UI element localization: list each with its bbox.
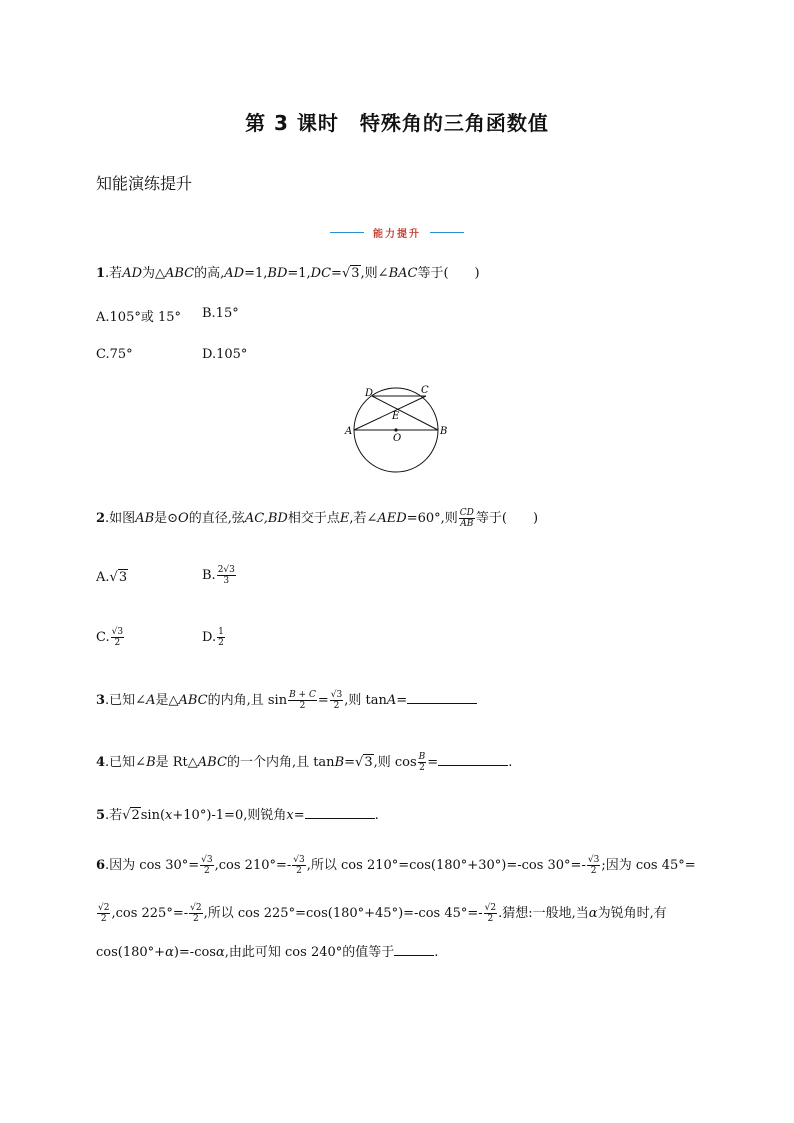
denominator: 2 xyxy=(487,914,494,924)
q3-text: .已知∠ xyxy=(105,693,147,708)
sqrt-symbol: √3 xyxy=(341,266,360,281)
q6-text: .猜想:一般地,当 xyxy=(498,906,589,921)
numerator: √3 xyxy=(293,855,305,865)
q4-text: .已知∠ xyxy=(105,755,147,770)
denominator: 2 xyxy=(204,866,210,876)
q3-var: ABC xyxy=(178,693,208,708)
fraction xyxy=(418,752,427,773)
q5-var: x xyxy=(286,808,294,823)
q3-var: A xyxy=(146,693,156,708)
q1-text: = xyxy=(331,266,342,281)
q1-text: =1, xyxy=(287,266,311,281)
question-4 xyxy=(96,752,512,773)
q6-var: α xyxy=(165,945,174,960)
answer-blank[interactable] xyxy=(305,806,375,819)
q2-option-b xyxy=(202,565,237,586)
numerator: √3 xyxy=(330,690,343,700)
denominator: 2 xyxy=(333,701,340,711)
q6-text: ,cos 210°=- xyxy=(214,858,292,873)
q1-text: 的高, xyxy=(194,266,225,281)
question-6-line-1 xyxy=(96,855,696,876)
label-o: O xyxy=(393,433,402,444)
q4-text: 的一个内角,且 tan xyxy=(226,755,335,770)
fraction xyxy=(200,855,213,876)
q6-text: ,cos 225°=- xyxy=(111,906,189,921)
sqrt-symbol: √3 xyxy=(109,570,128,585)
numerator: √2 xyxy=(98,903,110,913)
q2-text: 相交于点 xyxy=(287,511,340,526)
option-letter: B. xyxy=(202,568,216,583)
q1-var: BAC xyxy=(388,266,418,281)
numerator: √2 xyxy=(190,903,202,913)
denominator: 2 xyxy=(296,866,302,876)
numerator: √3 xyxy=(587,855,600,865)
label-d: D xyxy=(365,388,374,399)
numerator: CD xyxy=(459,508,474,518)
q1-var: BD xyxy=(267,266,288,281)
q3-var: A xyxy=(386,693,397,708)
answer-blank[interactable] xyxy=(394,943,434,956)
numerator: √3 xyxy=(111,627,124,637)
denominator: 2 xyxy=(100,914,107,924)
denominator: 2 xyxy=(218,638,224,648)
numerator: B + C xyxy=(289,690,316,700)
q1-option-a: A.105°或 15° xyxy=(96,310,182,325)
fraction xyxy=(292,855,305,876)
q4-var: ABC xyxy=(197,755,227,770)
q1-var: ABC xyxy=(165,266,195,281)
radicand: 3 xyxy=(118,570,128,585)
q6-var: α xyxy=(215,945,225,960)
label-a: A xyxy=(345,426,353,437)
q2-option-d xyxy=(202,627,226,648)
q2-var: AB xyxy=(135,511,155,526)
q1-text: .若 xyxy=(105,266,123,281)
denominator: 3 xyxy=(223,576,230,586)
q2-var: E xyxy=(339,511,350,526)
question-3 xyxy=(96,690,477,711)
question-5 xyxy=(96,806,379,825)
circle-figure xyxy=(340,380,460,480)
ability-banner xyxy=(330,224,464,240)
fraction xyxy=(288,690,317,711)
question-1 xyxy=(96,265,480,283)
q4-var: B xyxy=(334,755,345,770)
fraction xyxy=(217,565,236,586)
question-number: 3 xyxy=(96,693,106,708)
option-letter: C. xyxy=(96,630,110,645)
q2-text: ,若∠ xyxy=(349,511,378,526)
question-6-line-3 xyxy=(96,943,438,962)
q1-option-d: D.105° xyxy=(202,347,248,362)
q4-text: ,则 cos xyxy=(373,755,417,770)
q5-var: x xyxy=(165,808,173,823)
q2-option-a xyxy=(96,570,128,585)
q2-text: .如图 xyxy=(105,511,136,526)
banner-line-right xyxy=(430,232,464,233)
q1-option-c: C.75° xyxy=(96,347,133,362)
q1-option-b: B.15° xyxy=(202,306,239,321)
q5-text: .若 xyxy=(105,808,123,823)
radicand: 3 xyxy=(351,266,360,281)
answer-blank[interactable] xyxy=(438,753,508,766)
radicand: 3 xyxy=(364,755,373,770)
q4-text: = xyxy=(427,755,439,770)
q6-text: ,所以 cos 210°=cos(180°+30°)=-cos 30°=- xyxy=(306,858,586,873)
q5-text: . xyxy=(374,808,379,823)
q5-text: +10°)-1=0,则锐角 xyxy=(172,808,287,823)
numerator: √3 xyxy=(201,855,213,865)
sqrt-symbol: √2 xyxy=(122,808,140,823)
q6-text: ,所以 cos 225°=cos(180°+45°)=-cos 45°=- xyxy=(203,906,483,921)
fraction xyxy=(189,903,202,924)
fraction xyxy=(111,627,124,648)
q3-text: 是△ xyxy=(155,693,179,708)
q5-text: sin( xyxy=(140,808,166,823)
denominator: 2 xyxy=(590,866,597,876)
q6-text: cos(180°+ xyxy=(96,945,166,960)
question-number: 4 xyxy=(96,755,106,770)
q1-text: 等于( ) xyxy=(417,266,480,281)
question-number: 5 xyxy=(96,808,106,823)
q2-text: 的直径,弦 xyxy=(188,511,245,526)
question-number: 6 xyxy=(96,858,106,873)
numerator: B xyxy=(418,752,426,762)
q6-text: ,由此可知 cos 240°的值等于 xyxy=(224,945,395,960)
q4-text: . xyxy=(508,755,513,770)
q1-text: 为△ xyxy=(142,266,165,281)
q3-text: = xyxy=(317,693,329,708)
q4-text: 是 Rt△ xyxy=(155,755,198,770)
q2-option-c xyxy=(96,627,125,648)
question-6-line-2 xyxy=(96,903,667,924)
page-title: 第 3 课时 特殊角的三角函数值 xyxy=(245,111,549,135)
label-c: C xyxy=(421,385,429,396)
q1-var: DC xyxy=(310,266,332,281)
denominator: 2 xyxy=(299,701,306,711)
denominator: 2 xyxy=(114,638,121,648)
denominator: 2 xyxy=(419,763,425,773)
q5-text: = xyxy=(293,808,305,823)
fraction xyxy=(587,855,600,876)
q6-text: . xyxy=(434,945,439,960)
label-e: E xyxy=(392,411,400,422)
q2-var: AED xyxy=(377,511,407,526)
option-letter: D. xyxy=(202,630,217,645)
q2-text: =60°,则 xyxy=(406,511,458,526)
q6-var: α xyxy=(588,906,598,921)
answer-blank[interactable] xyxy=(407,691,477,704)
banner-line-left xyxy=(330,232,364,233)
q1-var: AD xyxy=(122,266,142,281)
question-number: 2 xyxy=(96,511,106,526)
q6-text: 为锐角时,有 xyxy=(597,906,667,921)
fraction xyxy=(97,903,110,924)
question-2 xyxy=(96,508,538,529)
fraction xyxy=(484,903,497,924)
q1-var: AD xyxy=(224,266,245,281)
numerator: 1 xyxy=(218,627,224,637)
section-heading: 知能演练提升 xyxy=(96,174,193,193)
sqrt-symbol: √3 xyxy=(355,755,373,770)
q1-text: ,则∠ xyxy=(360,266,389,281)
q1-text: =1, xyxy=(244,266,268,281)
q3-text: = xyxy=(396,693,408,708)
radicand: 2 xyxy=(131,808,140,823)
q3-text: 的内角,且 sin xyxy=(207,693,288,708)
q4-var: B xyxy=(146,755,156,770)
chord-ac xyxy=(354,396,426,430)
option-letter: A. xyxy=(96,570,110,585)
fraction xyxy=(330,690,343,711)
q6-text: ;因为 cos 45°= xyxy=(601,858,696,873)
q2-var: O xyxy=(178,511,189,526)
q6-text: )=-cos xyxy=(173,945,216,960)
question-number: 1 xyxy=(96,266,106,281)
center-point xyxy=(394,428,397,431)
banner-label: 能力提升 xyxy=(373,229,421,240)
numerator: 2√3 xyxy=(217,565,235,575)
q2-text: 是⊙ xyxy=(154,511,179,526)
q3-text: ,则 tan xyxy=(344,693,387,708)
q2-var: AC,BD xyxy=(244,511,288,526)
q6-text: .因为 cos 30°= xyxy=(105,858,200,873)
q2-text: 等于( ) xyxy=(475,511,539,526)
denominator: AB xyxy=(460,519,474,529)
label-b: B xyxy=(440,426,448,437)
q4-text: = xyxy=(344,755,356,770)
fraction xyxy=(217,627,225,648)
numerator: √2 xyxy=(484,903,497,913)
fraction xyxy=(459,508,475,529)
denominator: 2 xyxy=(192,914,199,924)
chord-bd xyxy=(372,396,438,430)
